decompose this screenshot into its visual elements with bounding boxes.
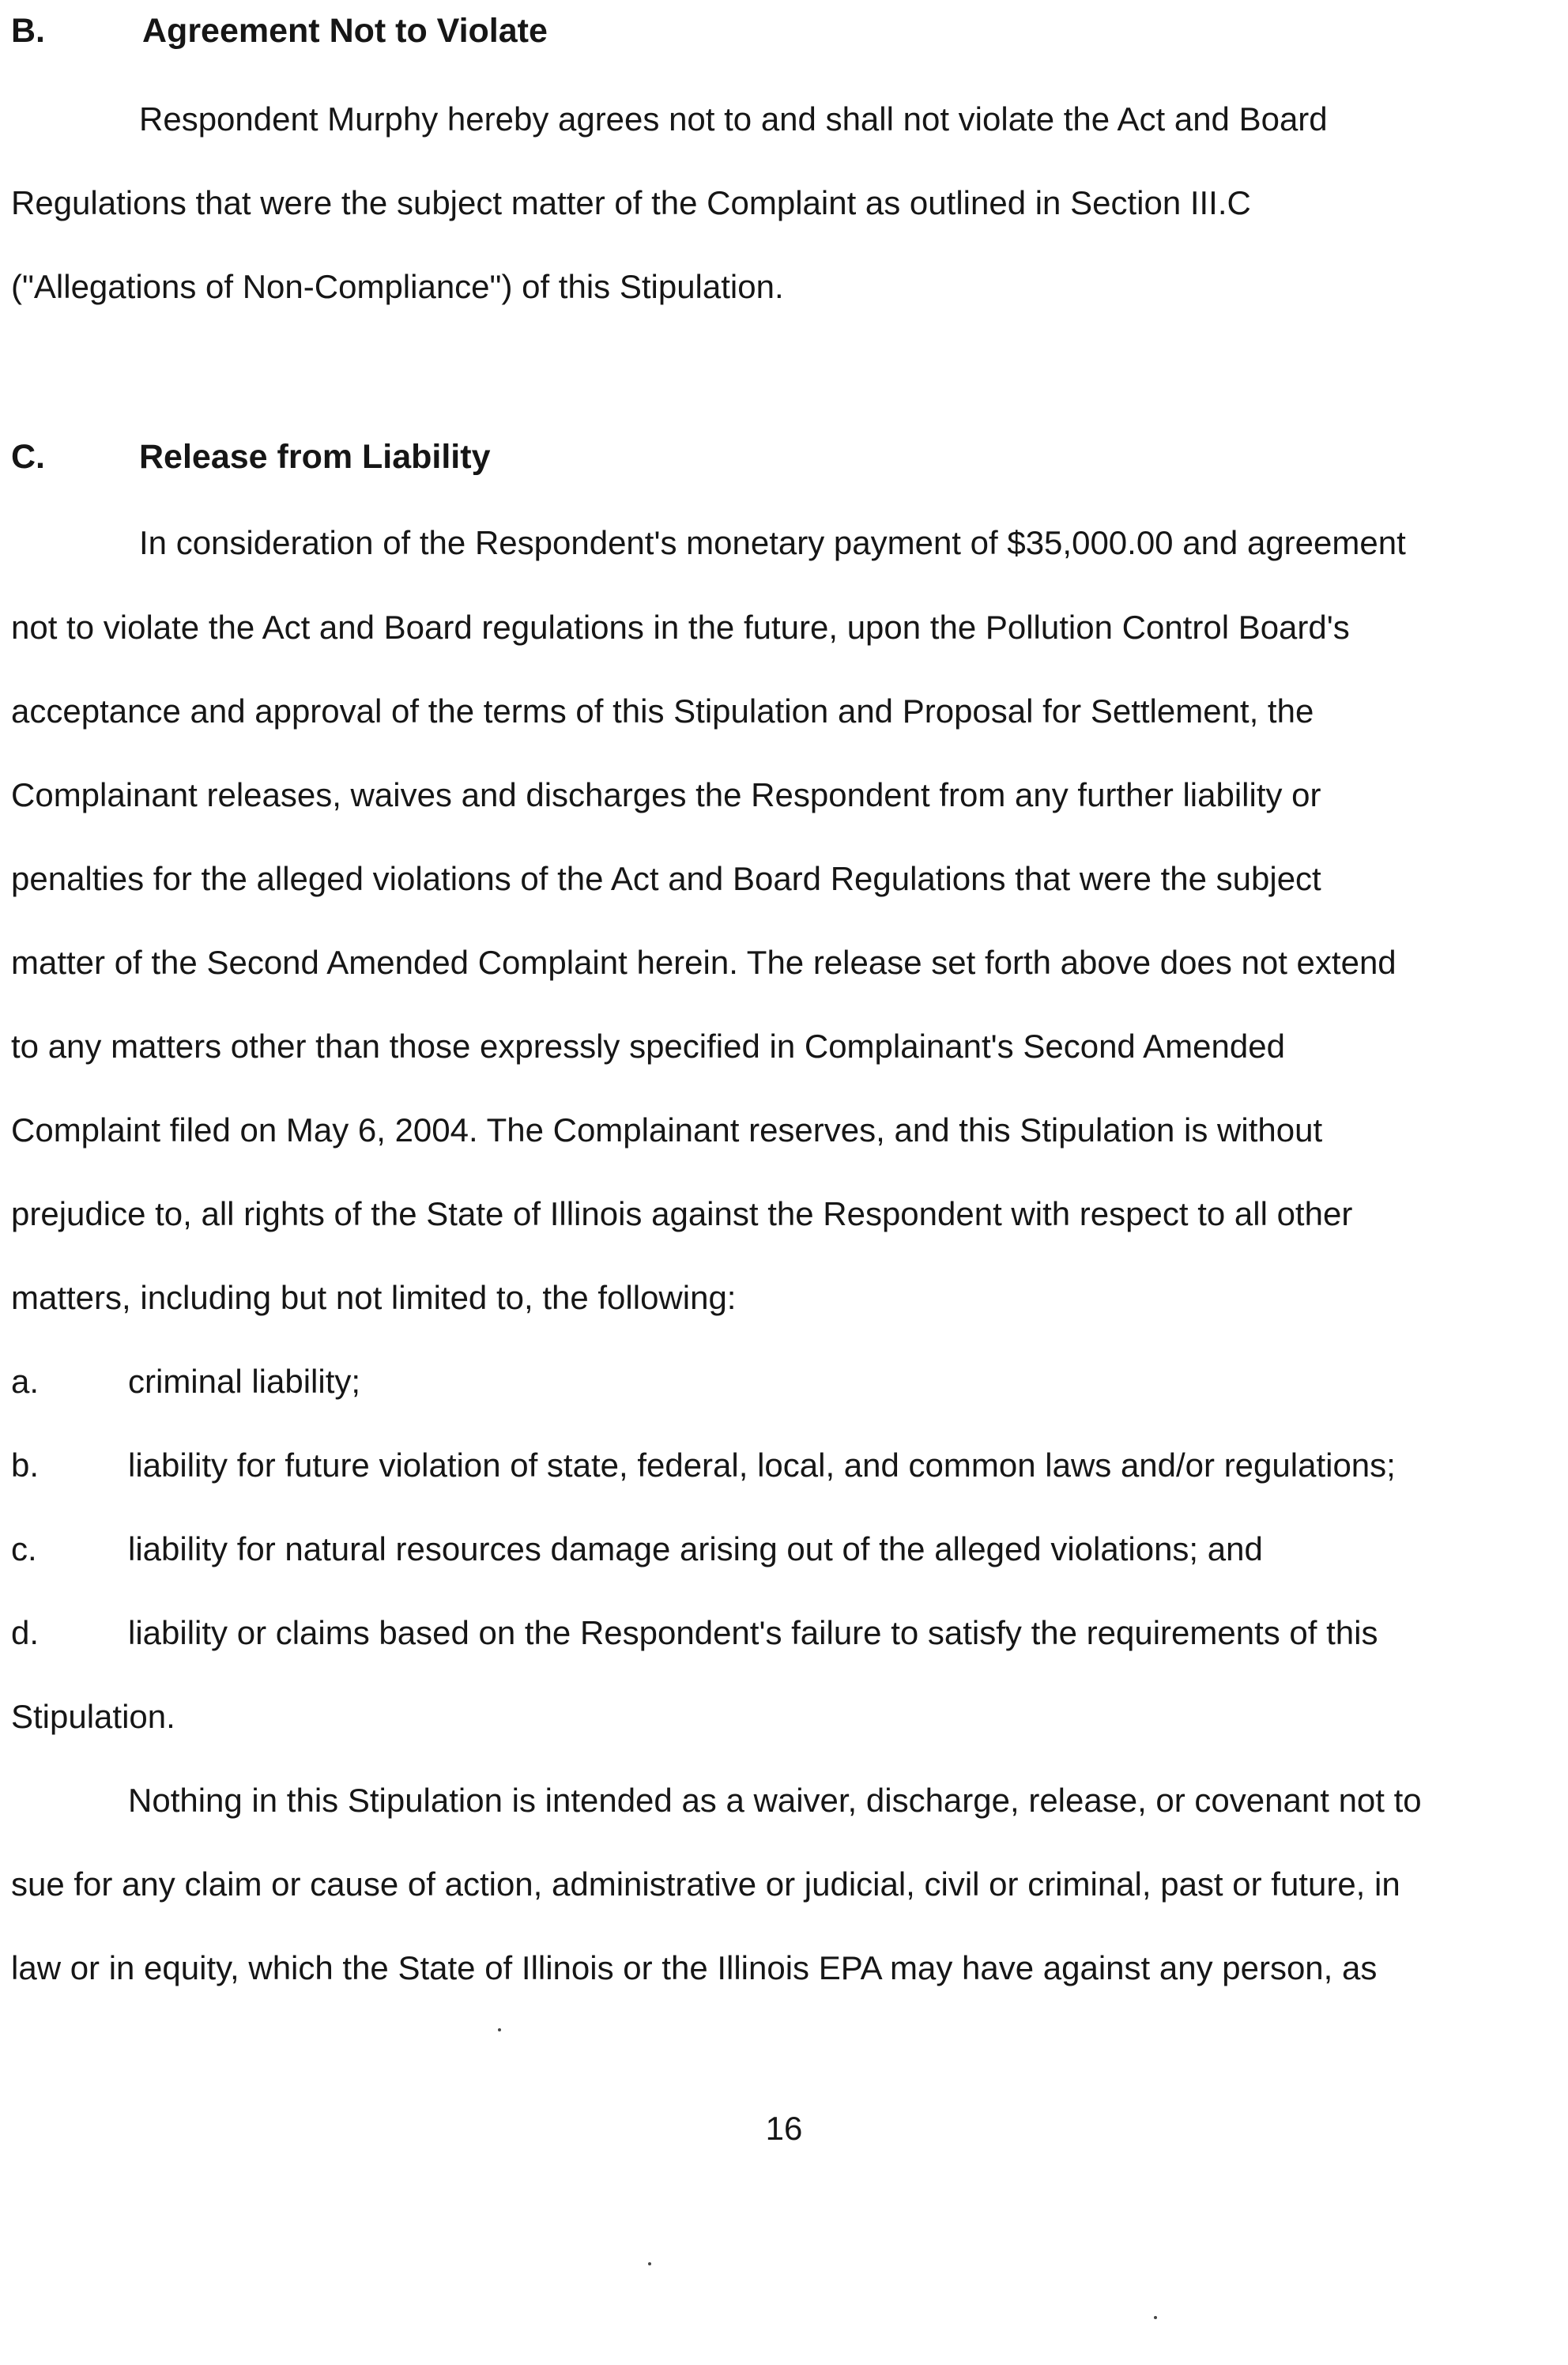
section-c-line-4: Complainant releases, waives and discharges the Respondent from any further liability or: [11, 776, 1321, 813]
section-c-line-7: to any matters other than those expressly specified in Complainant's Second Amended: [11, 1028, 1285, 1065]
section-c-title: Release from Liability: [139, 438, 491, 476]
section-b-line-2: Regulations that were the subject matter of the Complaint as outlined in Section III.C: [11, 184, 1251, 221]
closing-line-2: sue for any claim or cause of action, administrative or judicial, civil or criminal, past or future, in: [11, 1865, 1400, 1903]
closing-line-1: Nothing in this Stipulation is intended as a waiver, discharge, release, or covenant not to: [128, 1782, 1422, 1819]
scan-speck: [1154, 2316, 1157, 2319]
closing-line-3: law or in equity, which the State of Illinois or the Illinois EPA may have against any person, as: [11, 1949, 1378, 1986]
list-item-d-letter: d.: [11, 1614, 40, 1651]
scan-speck: [498, 2028, 501, 2031]
list-item-c-text: liability for natural resources damage arising out of the alleged violations; and: [128, 1530, 1263, 1567]
section-c-line-8: Complaint filed on May 6, 2004. The Complainant reserves, and this Stipulation is without: [11, 1111, 1323, 1149]
section-c-line-6: matter of the Second Amended Complaint herein. The release set forth above does not extend: [11, 944, 1396, 981]
scan-speck: [648, 2262, 651, 2265]
page-number: 16: [765, 2110, 803, 2147]
section-c-line-1: In consideration of the Respondent's monetary payment of $35,000.00 and agreement: [139, 524, 1406, 561]
section-b-line-1: Respondent Murphy hereby agrees not to and shall not violate the Act and Board: [139, 100, 1328, 138]
section-c-line-10: matters, including but not limited to, the following:: [11, 1279, 737, 1316]
list-item-b-letter: b.: [11, 1447, 40, 1484]
list-item-b-text: liability for future violation of state, federal, local, and common laws and/or regulations;: [128, 1447, 1396, 1484]
section-b-line-3: ("Allegations of Non-Compliance") of this Stipulation.: [11, 268, 784, 305]
list-item-a-letter: a.: [11, 1363, 40, 1400]
section-b-letter: B.: [11, 12, 45, 50]
list-item-d-text: liability or claims based on the Respondent's failure to satisfy the requirements of this: [128, 1614, 1378, 1651]
section-b-title: Agreement Not to Violate: [142, 12, 548, 50]
section-c-line-2: not to violate the Act and Board regulations in the future, upon the Pollution Control Board's: [11, 609, 1350, 646]
list-item-d-continuation: Stipulation.: [11, 1698, 175, 1735]
section-c-letter: C.: [11, 438, 45, 476]
section-c-line-5: penalties for the alleged violations of the Act and Board Regulations that were the subject: [11, 860, 1321, 897]
list-item-a-text: criminal liability;: [128, 1363, 361, 1400]
section-c-line-3: acceptance and approval of the terms of this Stipulation and Proposal for Settlement, the: [11, 692, 1314, 730]
section-c-line-9: prejudice to, all rights of the State of Illinois against the Respondent with respect to all other: [11, 1195, 1353, 1232]
list-item-c-letter: c.: [11, 1530, 37, 1567]
